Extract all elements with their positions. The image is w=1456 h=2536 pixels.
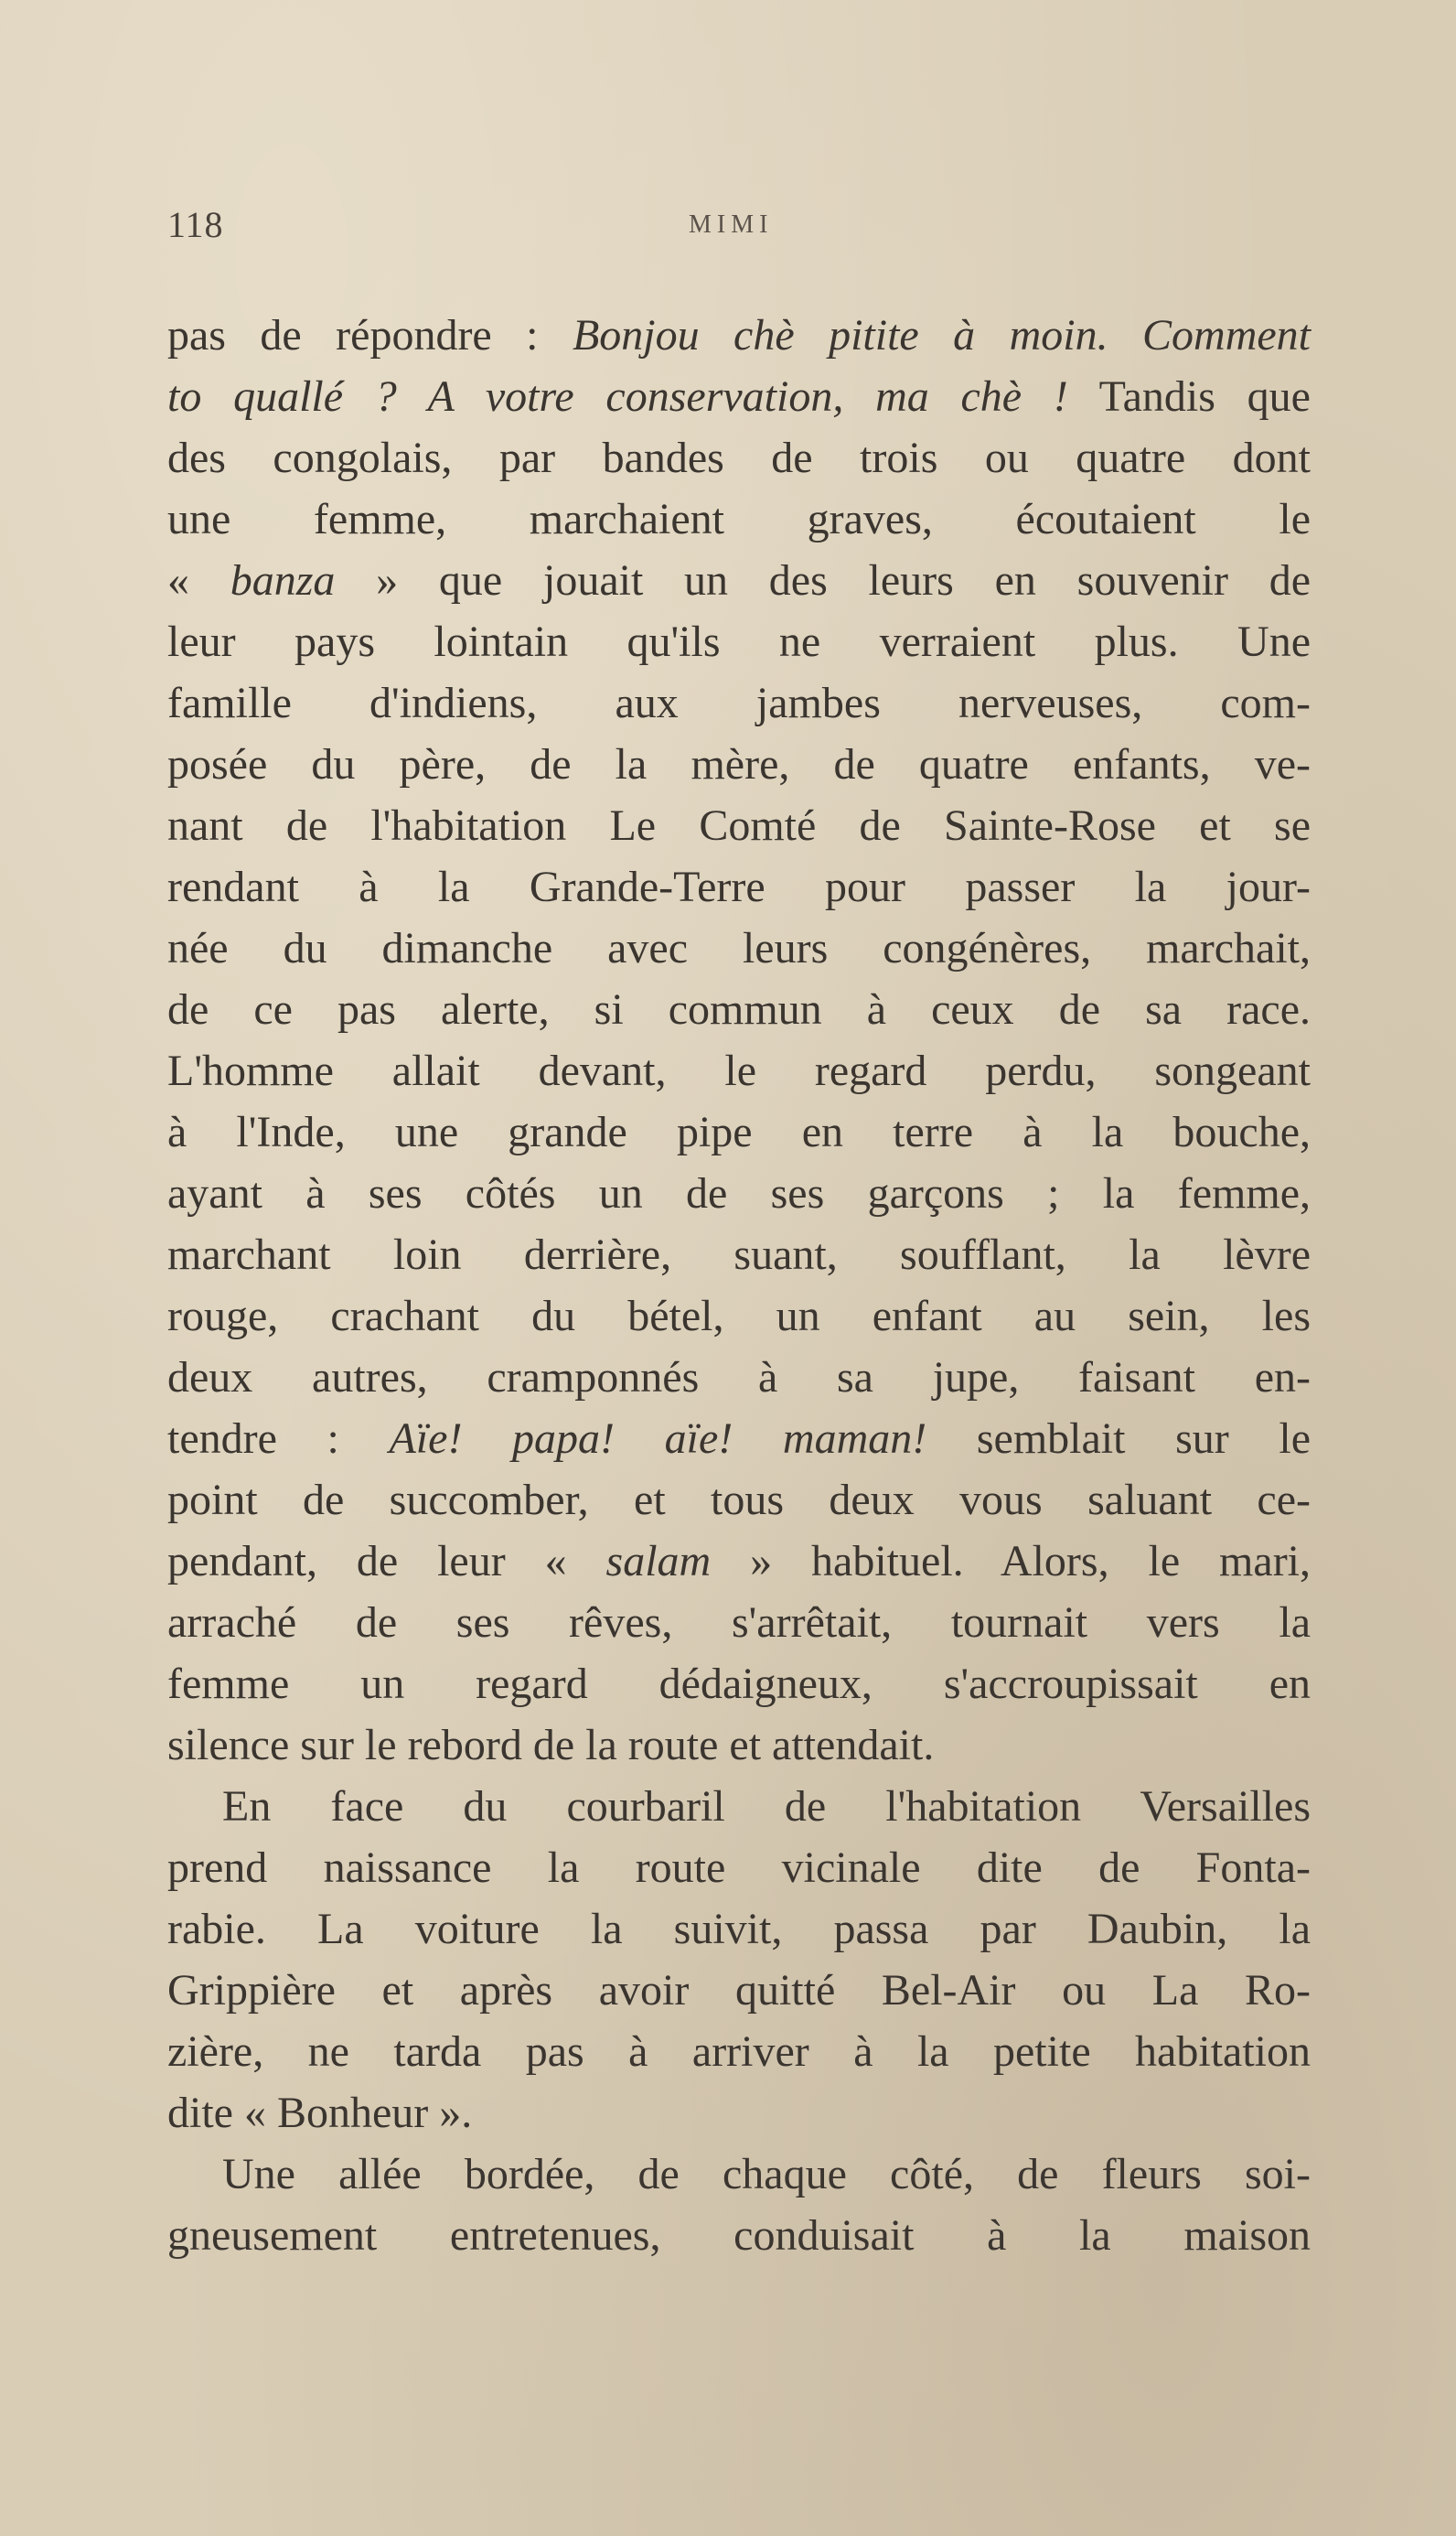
text-segment: « — [167, 556, 230, 605]
text-line: rabie. La voiture la suivit, passa par Daubin, la — [167, 1905, 1311, 1953]
text-line — [167, 550, 1311, 611]
italic-segment: banza — [230, 556, 336, 605]
italic-segment: Aïe! papa! aïe! maman! — [389, 1414, 927, 1463]
text-line: ayant à ses côtés un de ses garçons ; la femme, — [167, 1169, 1311, 1218]
page-number: 118 — [167, 204, 224, 245]
text-line: une femme, marchaient graves, écoutaient le — [167, 495, 1311, 543]
text-line: gneusement entretenues, conduisait à la maison — [167, 2211, 1311, 2260]
text-line: à l'Inde, une grande pipe en terre à la bouche, — [167, 1108, 1311, 1156]
text-line: née du dimanche avec leurs congénères, marchait, — [167, 924, 1311, 972]
text-line: nant de l'habitation Le Comté de Sainte-Rose et se — [167, 801, 1311, 850]
text-line — [167, 366, 1311, 427]
text-segment: semblait sur le — [926, 1414, 1311, 1463]
text-line: de ce pas alerte, si commun à ceux de sa race. — [167, 985, 1311, 1034]
text-segment: pendant, de leur « — [167, 1537, 606, 1585]
text-line: des congolais, par bandes de trois ou quatre dont — [167, 434, 1311, 482]
running-title: MIMI — [689, 210, 774, 239]
text-line: L'homme allait devant, le regard perdu, songeant — [167, 1047, 1311, 1095]
text-line: leur pays lointain qu'ils ne verraient plus. Une — [167, 618, 1311, 666]
text-line: point de succomber, et tous deux vous saluant ce- — [167, 1476, 1311, 1524]
text-line: rouge, crachant du bétel, un enfant au sein, les — [167, 1292, 1311, 1340]
text-line: femme un regard dédaigneux, s'accroupissait en — [167, 1660, 1311, 1708]
running-head — [167, 203, 1311, 258]
text-line: silence sur le rebord de la route et attendait. — [167, 1721, 935, 1769]
text-segment: » que jouait un des leurs en souvenir de — [335, 556, 1311, 605]
text-line — [167, 305, 1311, 366]
text-line: rendant à la Grande-Terre pour passer la jour- — [167, 863, 1311, 911]
italic-segment: Bonjou chè pitite à moin. Comment — [572, 311, 1311, 360]
text-line: posée du père, de la mère, de quatre enfants, ve- — [167, 740, 1311, 789]
text-line — [167, 1408, 1311, 1469]
text-line: dite « Bonheur ». — [167, 2089, 473, 2137]
text-line: marchant loin derrière, suant, soufflant, la lèvre — [167, 1230, 1311, 1279]
text-line: zière, ne tarda pas à arriver à la petite habitation — [167, 2027, 1311, 2076]
text-segment: pas de répondre : — [167, 311, 573, 360]
text-segment: tendre : — [167, 1414, 390, 1463]
text-line: Grippière et après avoir quitté Bel-Air ou La Ro- — [167, 1966, 1311, 2015]
text-segment: Tandis que — [1067, 372, 1311, 421]
text-line: famille d'indiens, aux jambes nerveuses, com- — [167, 679, 1311, 727]
paragraph-first-line: Une allée bordée, de chaque côté, de fleurs soi- — [222, 2150, 1311, 2198]
italic-segment: salam — [605, 1537, 712, 1585]
text-line: arraché de ses rêves, s'arrêtait, tournait vers la — [167, 1598, 1311, 1647]
italic-segment: to quallé ? A votre conservation, ma chè ! — [167, 372, 1068, 421]
text-segment: » habituel. Alors, le mari, — [711, 1537, 1311, 1585]
text-line: deux autres, cramponnés à sa jupe, faisant en- — [167, 1353, 1311, 1402]
text-line: prend naissance la route vicinale dite de Fonta- — [167, 1843, 1311, 1892]
body-text — [167, 305, 1311, 2266]
paragraph-first-line: En face du courbaril de l'habitation Versailles — [222, 1782, 1311, 1831]
text-line — [167, 1531, 1311, 1592]
